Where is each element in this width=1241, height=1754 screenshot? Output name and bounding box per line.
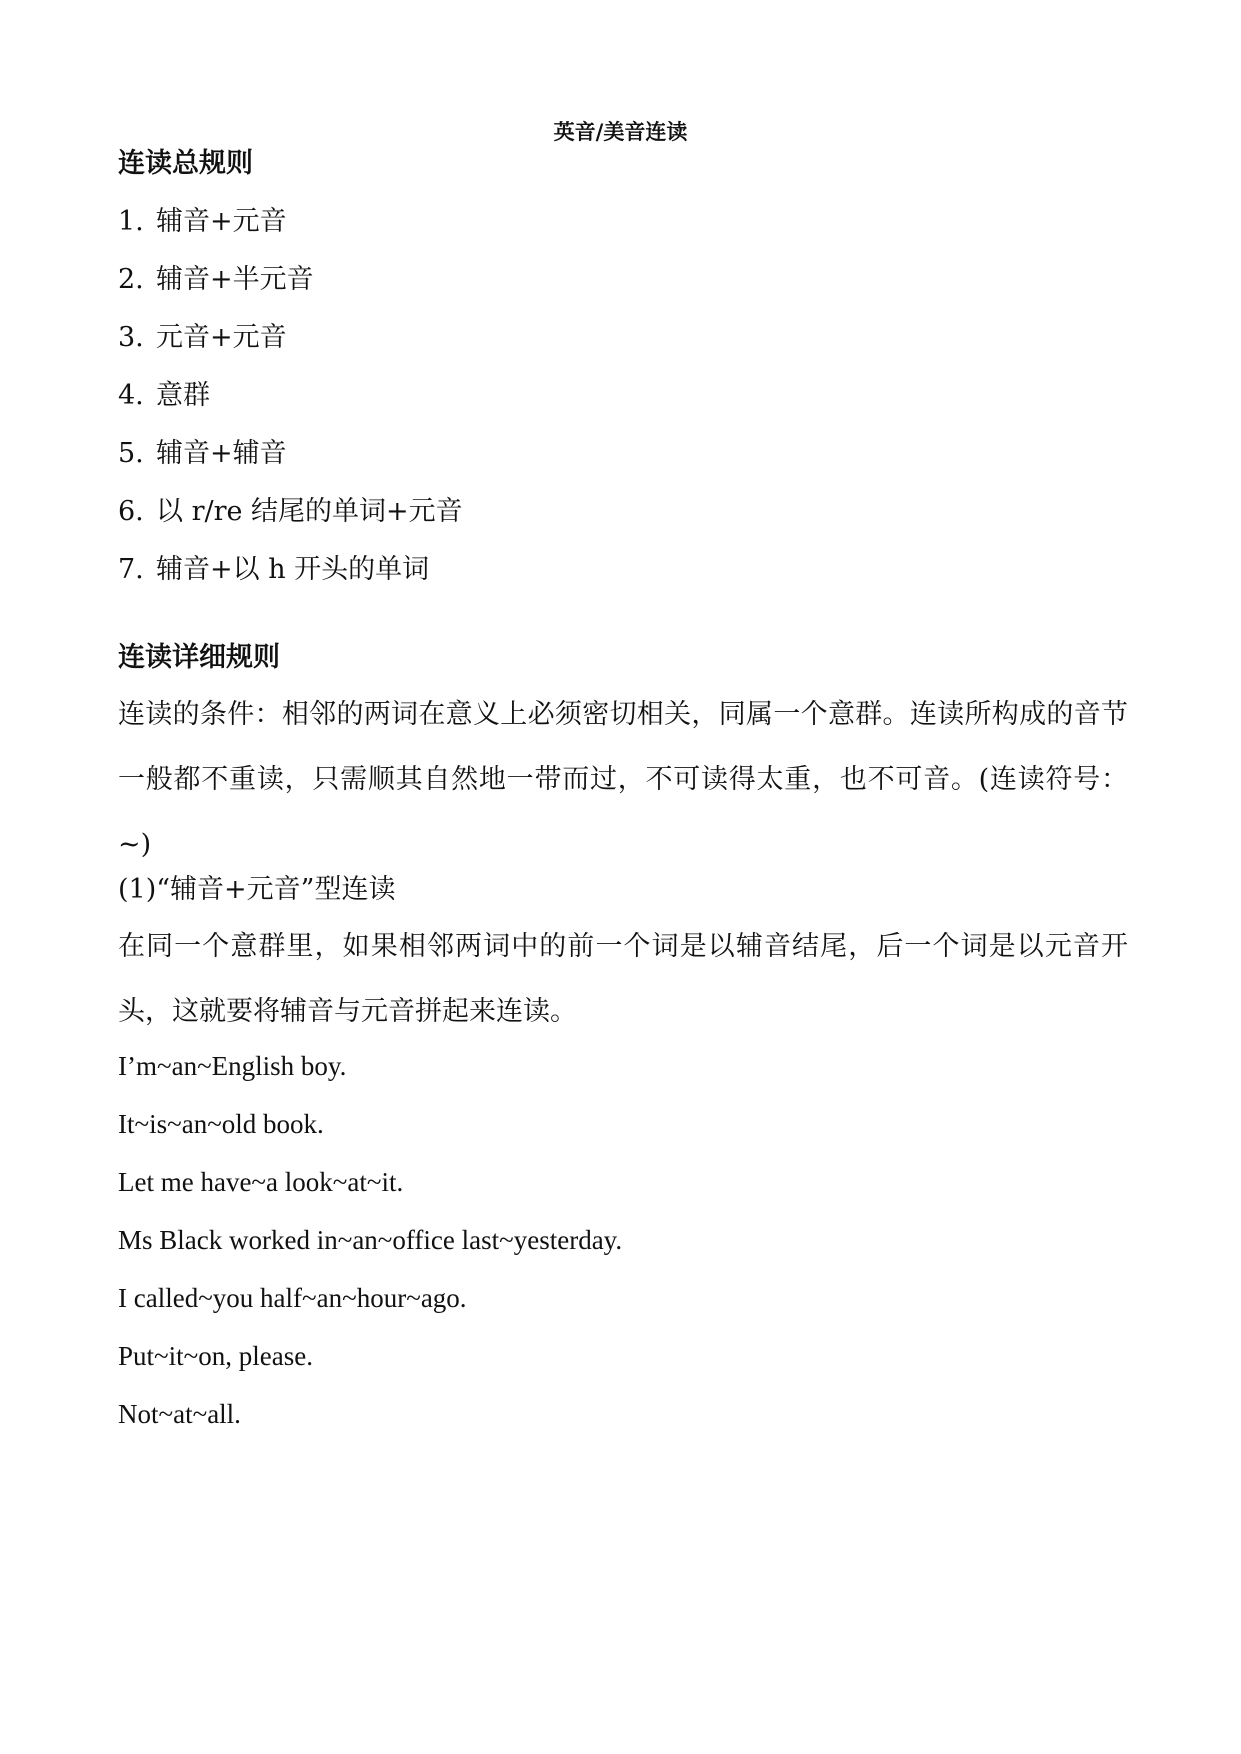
rule-item (118, 494, 463, 530)
rule-number: 7. (118, 554, 144, 585)
rule-item (118, 436, 287, 472)
rule-number: 5. (118, 438, 144, 469)
example-sentence: Let me have~a look~at~it. (118, 1167, 404, 1197)
example-sentence: I’m~an~English boy. (118, 1051, 347, 1081)
rule-text: 辅音+以 h 开头的单词 (156, 554, 430, 585)
rule-item (118, 320, 287, 356)
rule-item (118, 262, 314, 298)
rule-item (118, 204, 287, 240)
document-title: 英音/美音连读 (553, 119, 688, 144)
example-sentence: Put~it~on, please. (118, 1341, 313, 1371)
rule-item (118, 378, 210, 414)
rule-text: 意群 (156, 380, 210, 411)
example-sentence: I called~you half~an~hour~ago. (118, 1283, 467, 1313)
explanation-paragraph: 在同一个意群里，如果相邻两词中的前一个词是以辅音结尾，后一个词是以元音开头，这就要将辅音与元音拼起来连读。 (118, 931, 1128, 1027)
section-heading-general-rules: 连读总规则 (118, 148, 253, 179)
subheading-consonant-vowel: (1)“辅音+元音”型连读 (118, 874, 396, 905)
rule-item (118, 552, 429, 588)
example-sentence: Ms Black worked in~an~office last~yesterday. (118, 1225, 623, 1255)
example-sentence: Not~at~all. (118, 1399, 241, 1429)
rule-text: 辅音+元音 (156, 206, 287, 237)
rule-text: 元音+元音 (156, 322, 287, 353)
rule-text: 以 r/re 结尾的单词+元音 (156, 496, 463, 527)
rule-number: 2. (118, 264, 144, 295)
intro-paragraph: 连读的条件：相邻的两词在意义上必须密切相关，同属一个意群。连读所构成的音节一般都不重读，只需顺其自然地一带而过，不可读得太重，也不可音。(连读符号：~) (118, 699, 1128, 860)
rule-number: 4. (118, 380, 144, 411)
section-heading-detailed-rules: 连读详细规则 (118, 642, 280, 673)
rule-text: 辅音+辅音 (156, 438, 287, 469)
rule-number: 1. (118, 206, 144, 237)
rule-number: 6. (118, 496, 144, 527)
rule-text: 辅音+半元音 (156, 264, 314, 295)
rule-number: 3. (118, 322, 144, 353)
example-sentence: It~is~an~old book. (118, 1109, 324, 1139)
